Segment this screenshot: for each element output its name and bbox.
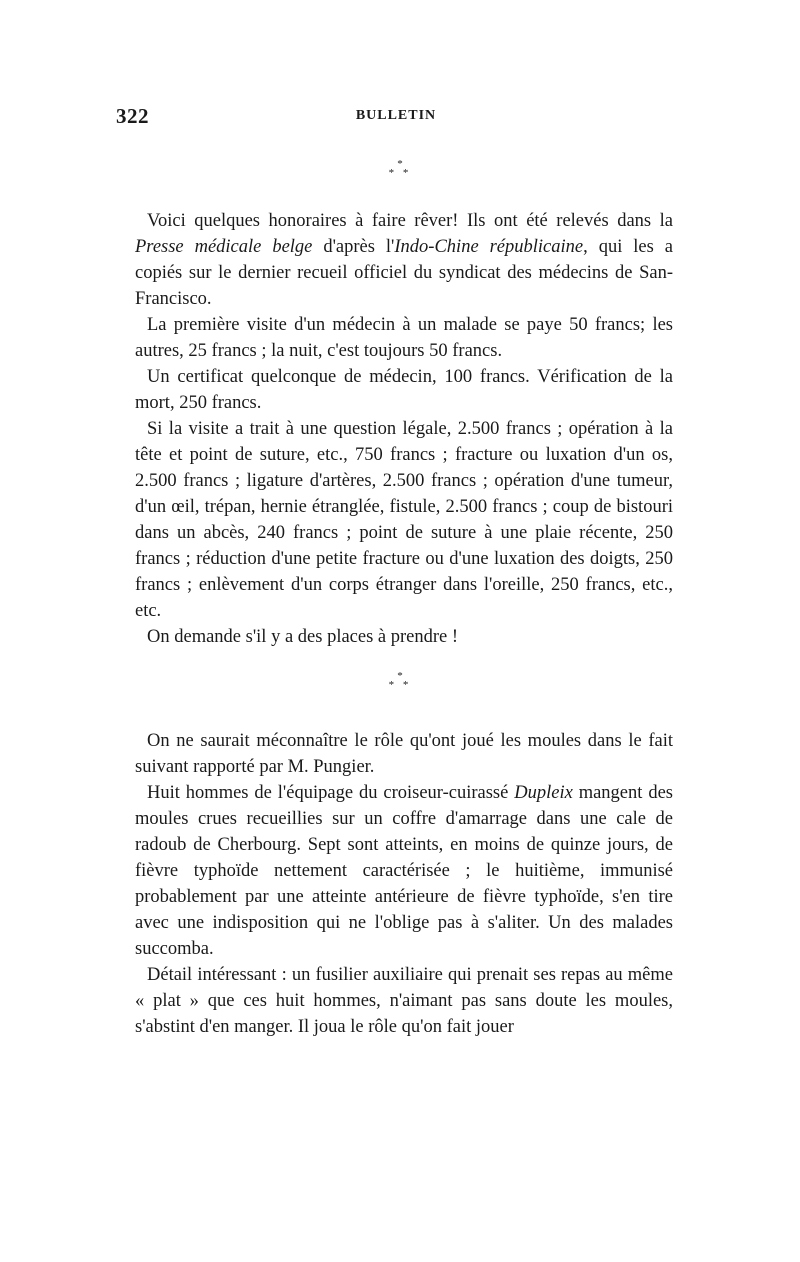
paragraph: Détail intéressant : un fusilier auxiliaire qui prenait ses repas au même « plat » que ces huit hommes, n'aimant pas sans doute les moules, s'abstint d'en manger. Il joua le rôle qu'on fait jouer bbox=[135, 965, 673, 1037]
ornament-stars: * * bbox=[388, 167, 412, 179]
section-ornament-middle bbox=[0, 672, 800, 690]
ship-name: Dupleix bbox=[514, 783, 573, 803]
paragraph bbox=[135, 208, 673, 312]
ornament-star: * bbox=[397, 670, 403, 682]
paragraph-text: Huit hommes de l'équipage du croiseur-cuirassé bbox=[147, 783, 515, 803]
paragraph: On demande s'il y a des places à prendre ! bbox=[147, 627, 459, 647]
page-number: 322 bbox=[116, 104, 149, 128]
paragraph-text: , qui les a copiés sur le dernier recueil officiel du syndicat des médecins de San-Francisco. bbox=[135, 237, 673, 309]
paragraph: Un certificat quelconque de médecin, 100 francs. Vérification de la mort, 250 francs. bbox=[135, 367, 673, 413]
section-ornament-top bbox=[0, 160, 800, 178]
article-moules bbox=[135, 728, 673, 1040]
paragraph-text: Voici quelques honoraires à faire rêver! Ils ont été relevés dans la bbox=[147, 211, 673, 231]
running-title: BULLETIN bbox=[355, 108, 437, 123]
page-header bbox=[116, 104, 676, 134]
paragraph: Si la visite a trait à une question légale, 2.500 francs ; opération à la tête et point de suture, etc., 750 francs ; fracture ou luxation d'un os, 2.500 francs ; ligature d'artères, 2.500 francs ; opération d'une tumeur, d'un œil, trépan, hernie étranglée, fistule, 2.500 francs ; coup de bistouri dans un abcès, 240 francs ; point de suture à une plaie récente, 250 francs ; réduction d'une petite fracture ou d'une luxation des doigts, 250 francs ; enlèvement d'un corps étranger dans l'oreille, 250 francs, etc., etc. bbox=[135, 419, 673, 621]
ornament-stars: * * bbox=[388, 679, 412, 691]
publication-title: Indo-Chine républicaine bbox=[394, 237, 584, 257]
paragraph: La première visite d'un médecin à un malade se paye 50 francs; les autres, 25 francs ; la nuit, c'est toujours 50 francs. bbox=[135, 315, 673, 361]
publication-title: Presse médicale belge bbox=[135, 237, 313, 257]
article-honoraires bbox=[135, 208, 673, 650]
paragraph-text: mangent des moules crues recueillies sur un coffre d'amarrage dans une cale de radoub de Cherbourg. Sept sont atteints, en moins de quinze jours, de fièvre typhoïde nettement caractérisée ; le huitième, immunisé probablement par une atteinte antérieure de fièvre typhoïde, s'en tire avec une indisposition qui ne l'oblige pas à s'aliter. Un des malades succomba. bbox=[135, 783, 673, 959]
paragraph: On ne saurait méconnaître le rôle qu'ont joué les moules dans le fait suivant rapporté par M. Pungier. bbox=[135, 731, 673, 777]
ornament-star: * bbox=[397, 158, 403, 170]
paragraph-text: d'après l' bbox=[312, 237, 395, 257]
paragraph bbox=[135, 780, 673, 962]
